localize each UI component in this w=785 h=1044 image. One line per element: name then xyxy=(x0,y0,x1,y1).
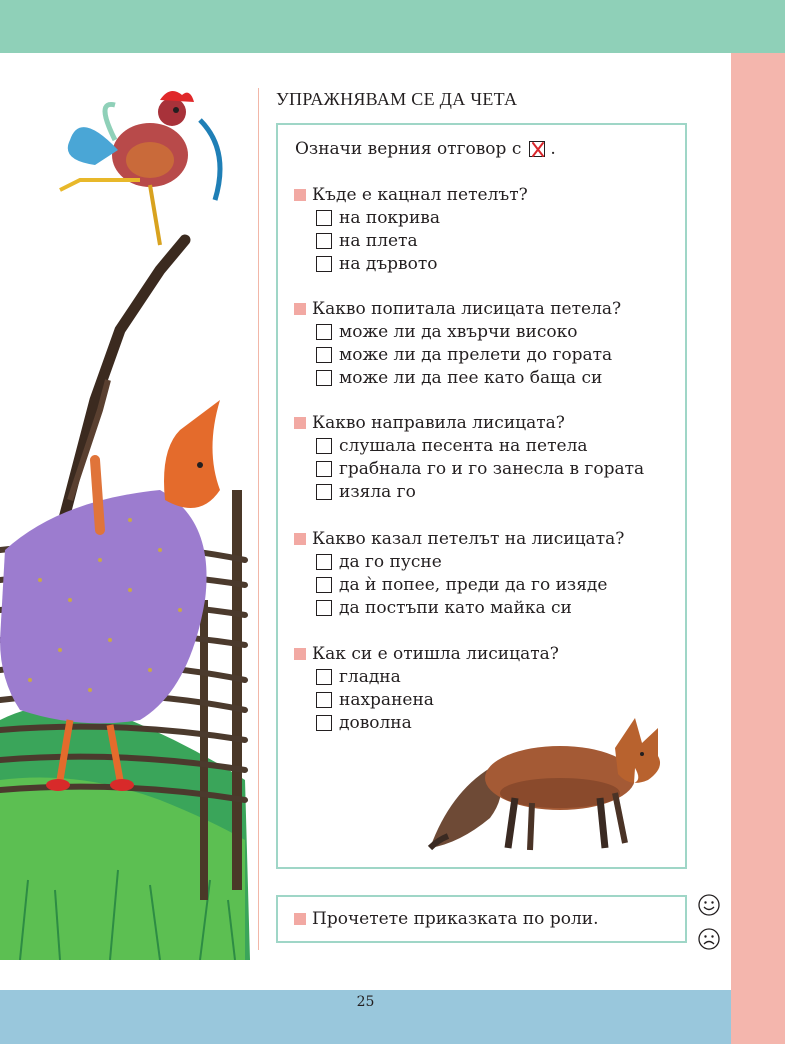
question-3 xyxy=(294,412,644,503)
question-1 xyxy=(294,184,528,275)
option xyxy=(316,434,644,457)
bullet xyxy=(294,648,306,660)
section-title: УПРАЖНЯВАМ СЕ ДА ЧЕТА xyxy=(276,89,518,109)
bullet xyxy=(294,913,306,925)
option-label: доволна xyxy=(339,712,412,733)
option-label: изяла го xyxy=(339,481,416,502)
option xyxy=(316,665,559,688)
bullet xyxy=(294,303,306,315)
answer-checkbox[interactable] xyxy=(316,692,332,708)
option xyxy=(316,480,644,503)
answer-checkbox[interactable] xyxy=(316,461,332,477)
read-task-box xyxy=(276,895,687,943)
question-text: Как си е отишла лисицата? xyxy=(312,644,559,664)
question-text: Къде е кацнал петелът? xyxy=(312,185,528,205)
answer-checkbox[interactable] xyxy=(316,554,332,570)
option xyxy=(316,596,624,619)
question-2 xyxy=(294,298,621,389)
option xyxy=(316,457,644,480)
option xyxy=(316,320,621,343)
option xyxy=(316,573,624,596)
option-label: на дървото xyxy=(339,253,438,274)
option-label: гладна xyxy=(339,666,401,687)
smiley-sad-icon[interactable] xyxy=(698,928,720,950)
answer-checkbox[interactable] xyxy=(316,669,332,685)
option-label: може ли да хвърчи високо xyxy=(339,321,578,342)
option-label: на покрива xyxy=(339,207,440,228)
option xyxy=(316,206,528,229)
option xyxy=(316,550,624,573)
x-mark-icon xyxy=(529,141,545,157)
answer-checkbox[interactable] xyxy=(316,324,332,340)
answer-checkbox[interactable] xyxy=(316,484,332,500)
answer-checkbox[interactable] xyxy=(316,210,332,226)
top-color-band xyxy=(0,0,785,53)
option-label: да постъпи като майка си xyxy=(339,597,572,618)
answer-checkbox[interactable] xyxy=(316,347,332,363)
option xyxy=(316,366,621,389)
bullet xyxy=(294,189,306,201)
question-text: Какво казал петелът на лисицата? xyxy=(312,529,625,549)
read-task-text: Прочетете приказката по роли. xyxy=(312,909,599,929)
option-label: слушала песента на петела xyxy=(339,435,588,456)
answer-checkbox[interactable] xyxy=(316,370,332,386)
bullet xyxy=(294,533,306,545)
smiley-happy-icon[interactable] xyxy=(698,894,720,916)
answer-checkbox[interactable] xyxy=(316,715,332,731)
option xyxy=(316,252,528,275)
answer-checkbox[interactable] xyxy=(316,233,332,249)
instruction-text: Означи верния отговор с xyxy=(295,139,522,159)
option-label: може ли да прелети до гората xyxy=(339,344,613,365)
option-label: на плета xyxy=(339,230,418,251)
question-text: Какво попитала лисицата петела? xyxy=(312,299,622,319)
instruction xyxy=(295,139,556,159)
page-number: 25 xyxy=(356,994,375,1010)
option-label: може ли да пее като баща си xyxy=(339,367,603,388)
answer-checkbox[interactable] xyxy=(316,577,332,593)
fox-photo xyxy=(420,708,670,858)
answer-checkbox[interactable] xyxy=(316,256,332,272)
margin-line xyxy=(258,88,259,950)
option-label: да ѝ попее, преди да го изяде xyxy=(339,574,608,595)
answer-checkbox[interactable] xyxy=(316,600,332,616)
instruction-suffix: . xyxy=(550,139,556,159)
rooster-fox-illustration xyxy=(0,80,258,960)
option-label: грабнала го и го занесла в гората xyxy=(339,458,645,479)
question-text: Какво направила лисицата? xyxy=(312,413,565,433)
right-color-band xyxy=(731,53,785,1044)
option-label: нахранена xyxy=(339,689,434,710)
option xyxy=(316,343,621,366)
answer-checkbox[interactable] xyxy=(316,438,332,454)
option xyxy=(316,229,528,252)
question-4 xyxy=(294,528,624,619)
option-label: да го пусне xyxy=(339,551,442,572)
bullet xyxy=(294,417,306,429)
